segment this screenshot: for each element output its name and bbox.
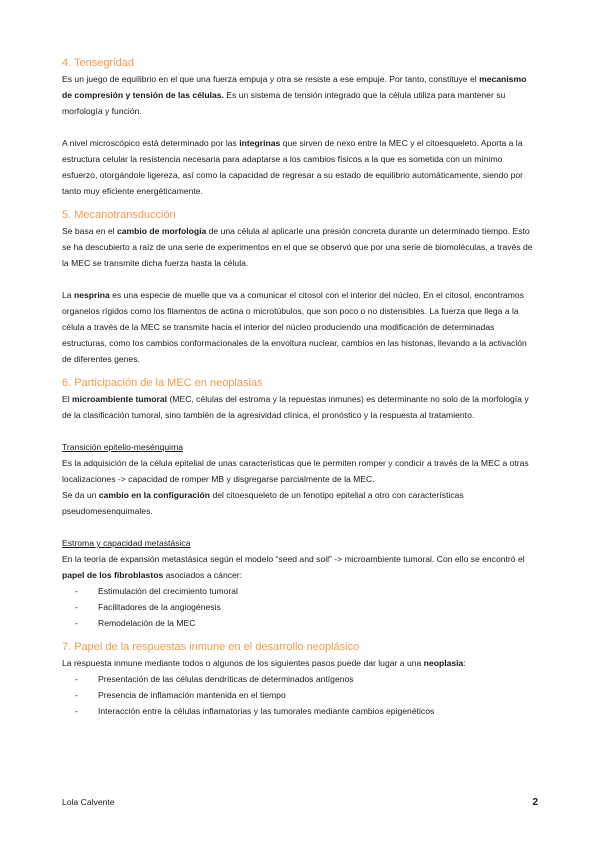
subheading-transicion: Transición epitelio-mesénquima — [62, 442, 184, 452]
paragraph — [62, 287, 538, 367]
bold-text: cambio de morfología — [116, 226, 207, 236]
text-run: Se da un — [62, 490, 99, 500]
list-item-text: Remodelación de la MEC — [98, 618, 196, 628]
bold-text: microambiente tumoral — [72, 394, 168, 404]
bold-text: integrinas — [239, 138, 281, 148]
document-body — [62, 55, 538, 719]
paragraph — [62, 655, 538, 671]
text-run: La respuesta inmune mediante todos o algunos de los siguientes pasos puede dar lugar a una — [62, 658, 424, 668]
text-run: El — [62, 394, 73, 404]
list-item — [62, 583, 538, 599]
list-item — [62, 687, 538, 703]
text-run: que sirven de nexo entre la MEC y el citoesqueleto. Aporta a la estructura celular la resistencia necesaria para adaptarse a los cambios físicos a la que es sometida con un mínimo esfuerzo, otorgándole ligereza, así como la capacidad de regresar a su estado de equilibrio automáticamente, siendo por tanto muy eficiente energéticamente. — [62, 138, 523, 196]
list-marker: - — [75, 690, 78, 700]
list-item-text: Presencia de inflamación mantenida en el tiempo — [98, 690, 286, 700]
list-marker: - — [75, 586, 78, 596]
list-item-text: Facilitadores de la angiogénesis — [98, 602, 221, 612]
bold-text: nesprina — [73, 290, 110, 300]
text-run: A nivel microscópico está determinado por las — [62, 138, 240, 148]
footer-author: Lola Calvente — [62, 797, 115, 807]
text-run: Es un sistema de tensión integrado que la célula utiliza para mantener su morfología y función. — [62, 90, 506, 116]
page-number: 2 — [532, 797, 538, 808]
section-title-respuesta-inmune: 7. Papel de la respuestas inmune en el desarrollo neoplásico — [62, 641, 360, 653]
text-run: Se basa en el — [62, 226, 117, 236]
paragraph — [62, 551, 538, 583]
paragraph — [62, 135, 538, 199]
text-run: del citoesqueleto de un fenotipo epitelial a otro con características pseudomesenquimales. — [62, 490, 464, 516]
text-run: es una especie de muelle que va a comunicar el citosol con el interior del núcleo. En el citosol, encontramos organelos rígidos como los filamentos de actina o microtúbulos, que son poco o no distensibles. La fuerza que llega a la célula a través de la MEC se transmite hacia el interior del núcleo produciendo una modificación de determinadas estructuras, como los cambios conformacionales de la envoltura nuclear, cambios en las histonas, llevando a la activación de diferentes genes. — [62, 290, 527, 364]
list-marker: - — [75, 602, 78, 612]
section-title-tensegridad: 4. Tensegridad — [62, 57, 134, 69]
text-run: : — [463, 658, 466, 668]
paragraph — [62, 487, 538, 519]
list-marker: - — [75, 618, 78, 628]
paragraph — [62, 223, 538, 271]
list-item — [62, 615, 538, 631]
paragraph: Es la adquisición de la célula epitelial de unas características que le permiten romper y condicir a través de la MEC a otras localizaciones -> capacidad de romper MB y disgregarse parcialmente de la MEC. — [62, 458, 529, 484]
section-title-mecanotransduccion: 5. Mecanotransducción — [62, 209, 176, 221]
text-run: En la teoría de expansión metastásica según el modelo “seed and soil” -> microambiente tumoral. Con ello se encontró el — [62, 554, 525, 564]
list-item — [62, 671, 538, 687]
bold-text: mecanismo de compresión y tensión de las células. — [62, 74, 527, 100]
subheading-estroma: Estroma y capacidad metastásica — [62, 538, 191, 548]
text-run: (MEC, células del estroma y la repuestas inmunes) es determinante no solo de la morfología y de la clasificación tumoral, sino también de la agresividad clínica, el pronóstico y la respuesta al tratamiento. — [62, 394, 529, 420]
text-run: Es un juego de equilibrio en el que una fuerza empuja y otra se resiste a ese empuje. Por tanto, constituye el — [62, 74, 480, 84]
list-fibroblastos — [62, 583, 538, 631]
list-marker: - — [75, 706, 78, 716]
paragraph — [62, 391, 538, 423]
paragraph — [62, 71, 538, 119]
bold-text: cambio en la configuración — [98, 490, 211, 500]
text-run: La — [62, 290, 74, 300]
list-item-text: Estimulación del crecimiento tumoral — [98, 586, 238, 596]
section-title-mec-neoplasias: 6. Participación de la MEC en neoplasias — [62, 377, 263, 389]
list-item — [62, 599, 538, 615]
page-footer — [62, 797, 538, 808]
bold-text: papel de los fibroblastos — [62, 570, 164, 580]
text-run: asociados a cáncer: — [163, 570, 243, 580]
list-item-text: Interacción entre la células inflamatorias y las tumorales mediante cambios epigenéticos — [98, 706, 435, 716]
list-pasos-neoplasia — [62, 671, 538, 719]
list-item — [62, 703, 538, 719]
list-item-text: Presentación de las células dendríticas de determinados antígenos — [98, 674, 354, 684]
list-marker: - — [75, 674, 78, 684]
bold-text: neoplasia — [423, 658, 464, 668]
text-run: de una célula al aplicarle una presión concreta durante un determinado tiempo. Esto se ha descubierto a raíz de una serie de experimentos en el que se observó que por una serie de biomoléculas, a través de la MEC se transmite dicha fuerza hasta la célula. — [62, 226, 533, 268]
